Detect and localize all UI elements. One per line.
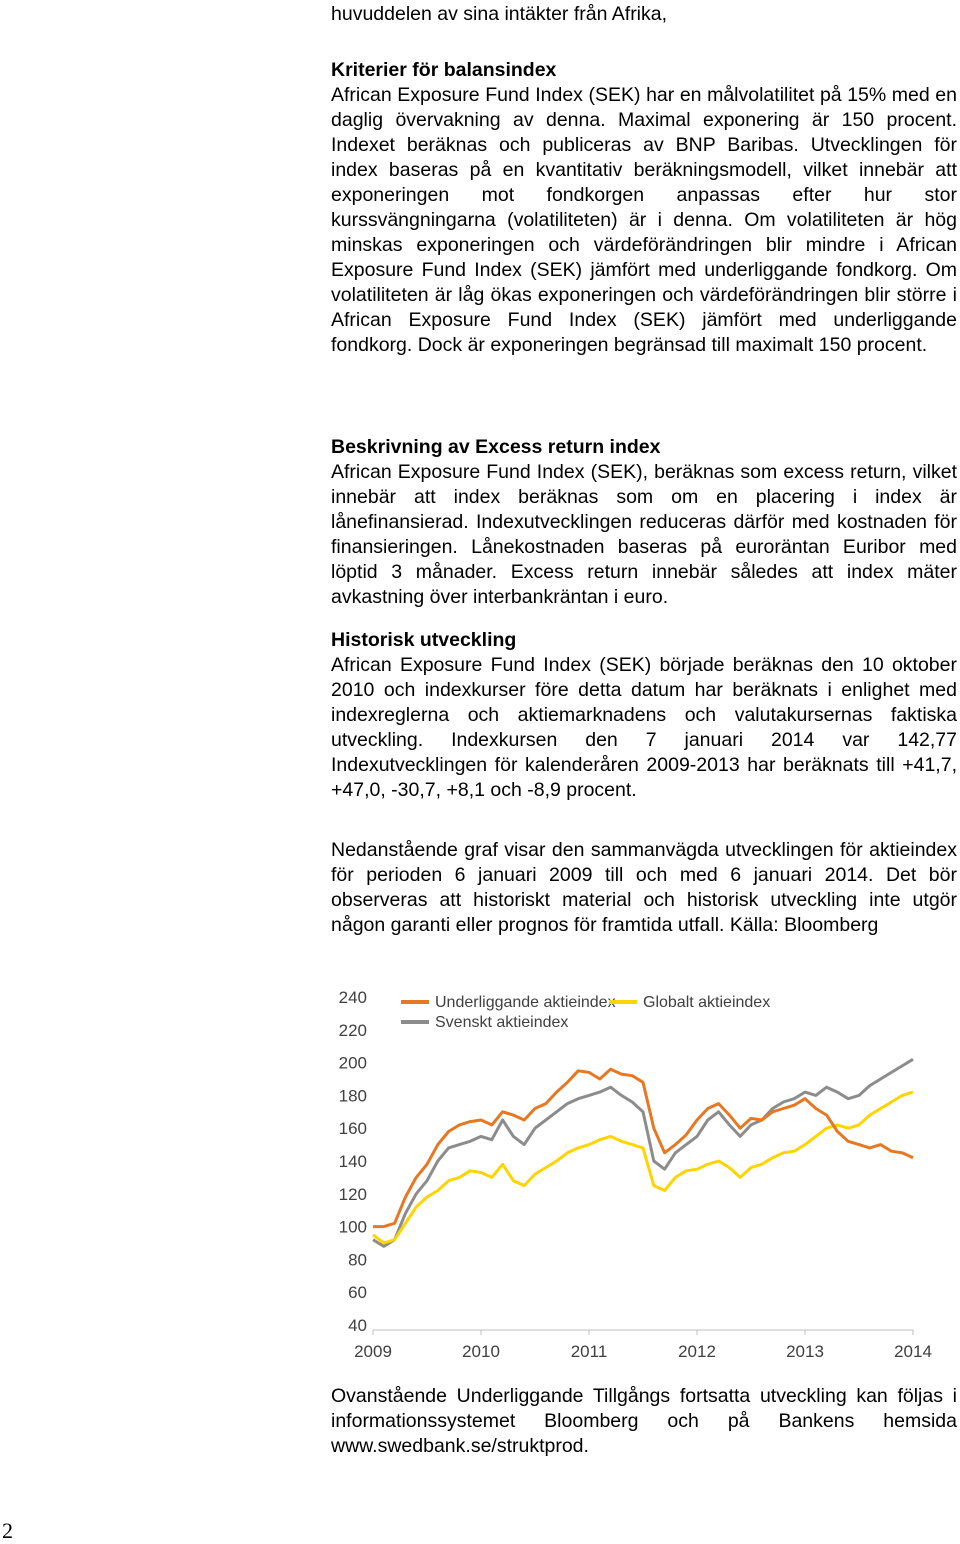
y-tick-label: 240	[338, 988, 367, 1007]
x-tick-label: 2011	[570, 1342, 608, 1361]
paragraph-excess-return: African Exposure Fund Index (SEK), beräknas som excess return, vilket innebär att index beräknas som om en placering i index är lånefinansierad. Indexutvecklingen reduceras därför med kostnaden för finansieringen. Lånekostnaden baseras på euroräntan Euribor med löptid 3 månader. Excess return innebär således att index mäter avkastning över interbankräntan i euro.	[331, 461, 957, 608]
y-tick-label: 40	[348, 1316, 367, 1335]
y-tick-label: 80	[348, 1250, 367, 1270]
heading-historisk: Historisk utveckling	[331, 629, 517, 651]
y-tick-label: 180	[338, 1086, 367, 1106]
y-tick-label: 200	[338, 1053, 367, 1073]
legend-label: Svenskt aktieindex	[435, 1014, 569, 1031]
legend-label: Globalt aktieindex	[643, 994, 771, 1011]
x-tick-label: 2012	[678, 1342, 716, 1361]
y-tick-label: 220	[338, 1020, 367, 1040]
y-tick-label: 100	[338, 1217, 367, 1237]
y-tick-label: 60	[348, 1283, 367, 1303]
index-line-chart	[331, 985, 960, 1365]
paragraph-closing: Ovanstående Underliggande Tillgångs fortsatta utveckling kan följas i informationssystemet Bloomberg och på Bankens hemsida www.swedbank.se/struktprod.	[331, 1385, 957, 1457]
page-number: 2	[2, 1518, 13, 1543]
y-tick-label: 140	[338, 1152, 367, 1171]
x-tick-label: 2014	[894, 1342, 932, 1361]
x-tick-label: 2013	[786, 1342, 824, 1361]
x-tick-label: 2010	[462, 1342, 500, 1361]
top-line: huvuddelen av sina intäkter från Afrika,	[331, 3, 668, 25]
legend-label: Underliggande aktieindex	[435, 994, 616, 1011]
y-tick-label: 120	[338, 1184, 367, 1204]
y-tick-label: 160	[338, 1119, 367, 1139]
heading-excess-return: Beskrivning av Excess return index	[331, 436, 661, 458]
heading-balansindex: Kriterier för balansindex	[331, 59, 557, 81]
paragraph-balansindex: African Exposure Fund Index (SEK) har en målvolatilitet på 15% med en daglig övervakning av denna. Maximal exponering är 150 procent. Indexet beräknas och publiceras av BNP Baribas. Utvecklingen för index baseras på en kvantitativ beräkningsmodell, vilket innebär att exponeringen mot fondkorgen anpassas efter hur stor kurssvängningarna (volatiliteten) är i denna. Om volatiliteten är hög minskas exponeringen och värdeförändringen blir mindre i African Exposure Fund Index (SEK) jämfört med underliggande fondkorg. Om volatiliteten är låg ökas exponeringen och värdeförändringen blir större i African Exposure Fund Index (SEK) jämfört med underliggande fondkorg. Dock är exponeringen begränsad till maximalt 150 procent.	[331, 84, 957, 356]
paragraph-chart-intro: Nedanstående graf visar den sammanvägda utvecklingen för aktieindex för perioden 6 januari 2009 till och med 6 januari 2014. Det bör observeras att historiskt material och historisk utveckling inte utgör någon garanti eller prognos för framtida utfall. Källa: Bloomberg	[331, 839, 957, 936]
x-tick-label: 2009	[354, 1342, 392, 1361]
paragraph-historisk: African Exposure Fund Index (SEK) började beräknas den 10 oktober 2010 och indexkurser före detta datum har beräknats i enlighet med indexreglerna och aktiemarknadens och valutakursernas faktiska utveckling. Indexkursen den 7 januari 2014 var 142,77 Indexutvecklingen för kalenderåren 2009-2013 har beräknats till +41,7, +47,0, -30,7, +8,1 och -8,9 procent.	[331, 654, 957, 801]
